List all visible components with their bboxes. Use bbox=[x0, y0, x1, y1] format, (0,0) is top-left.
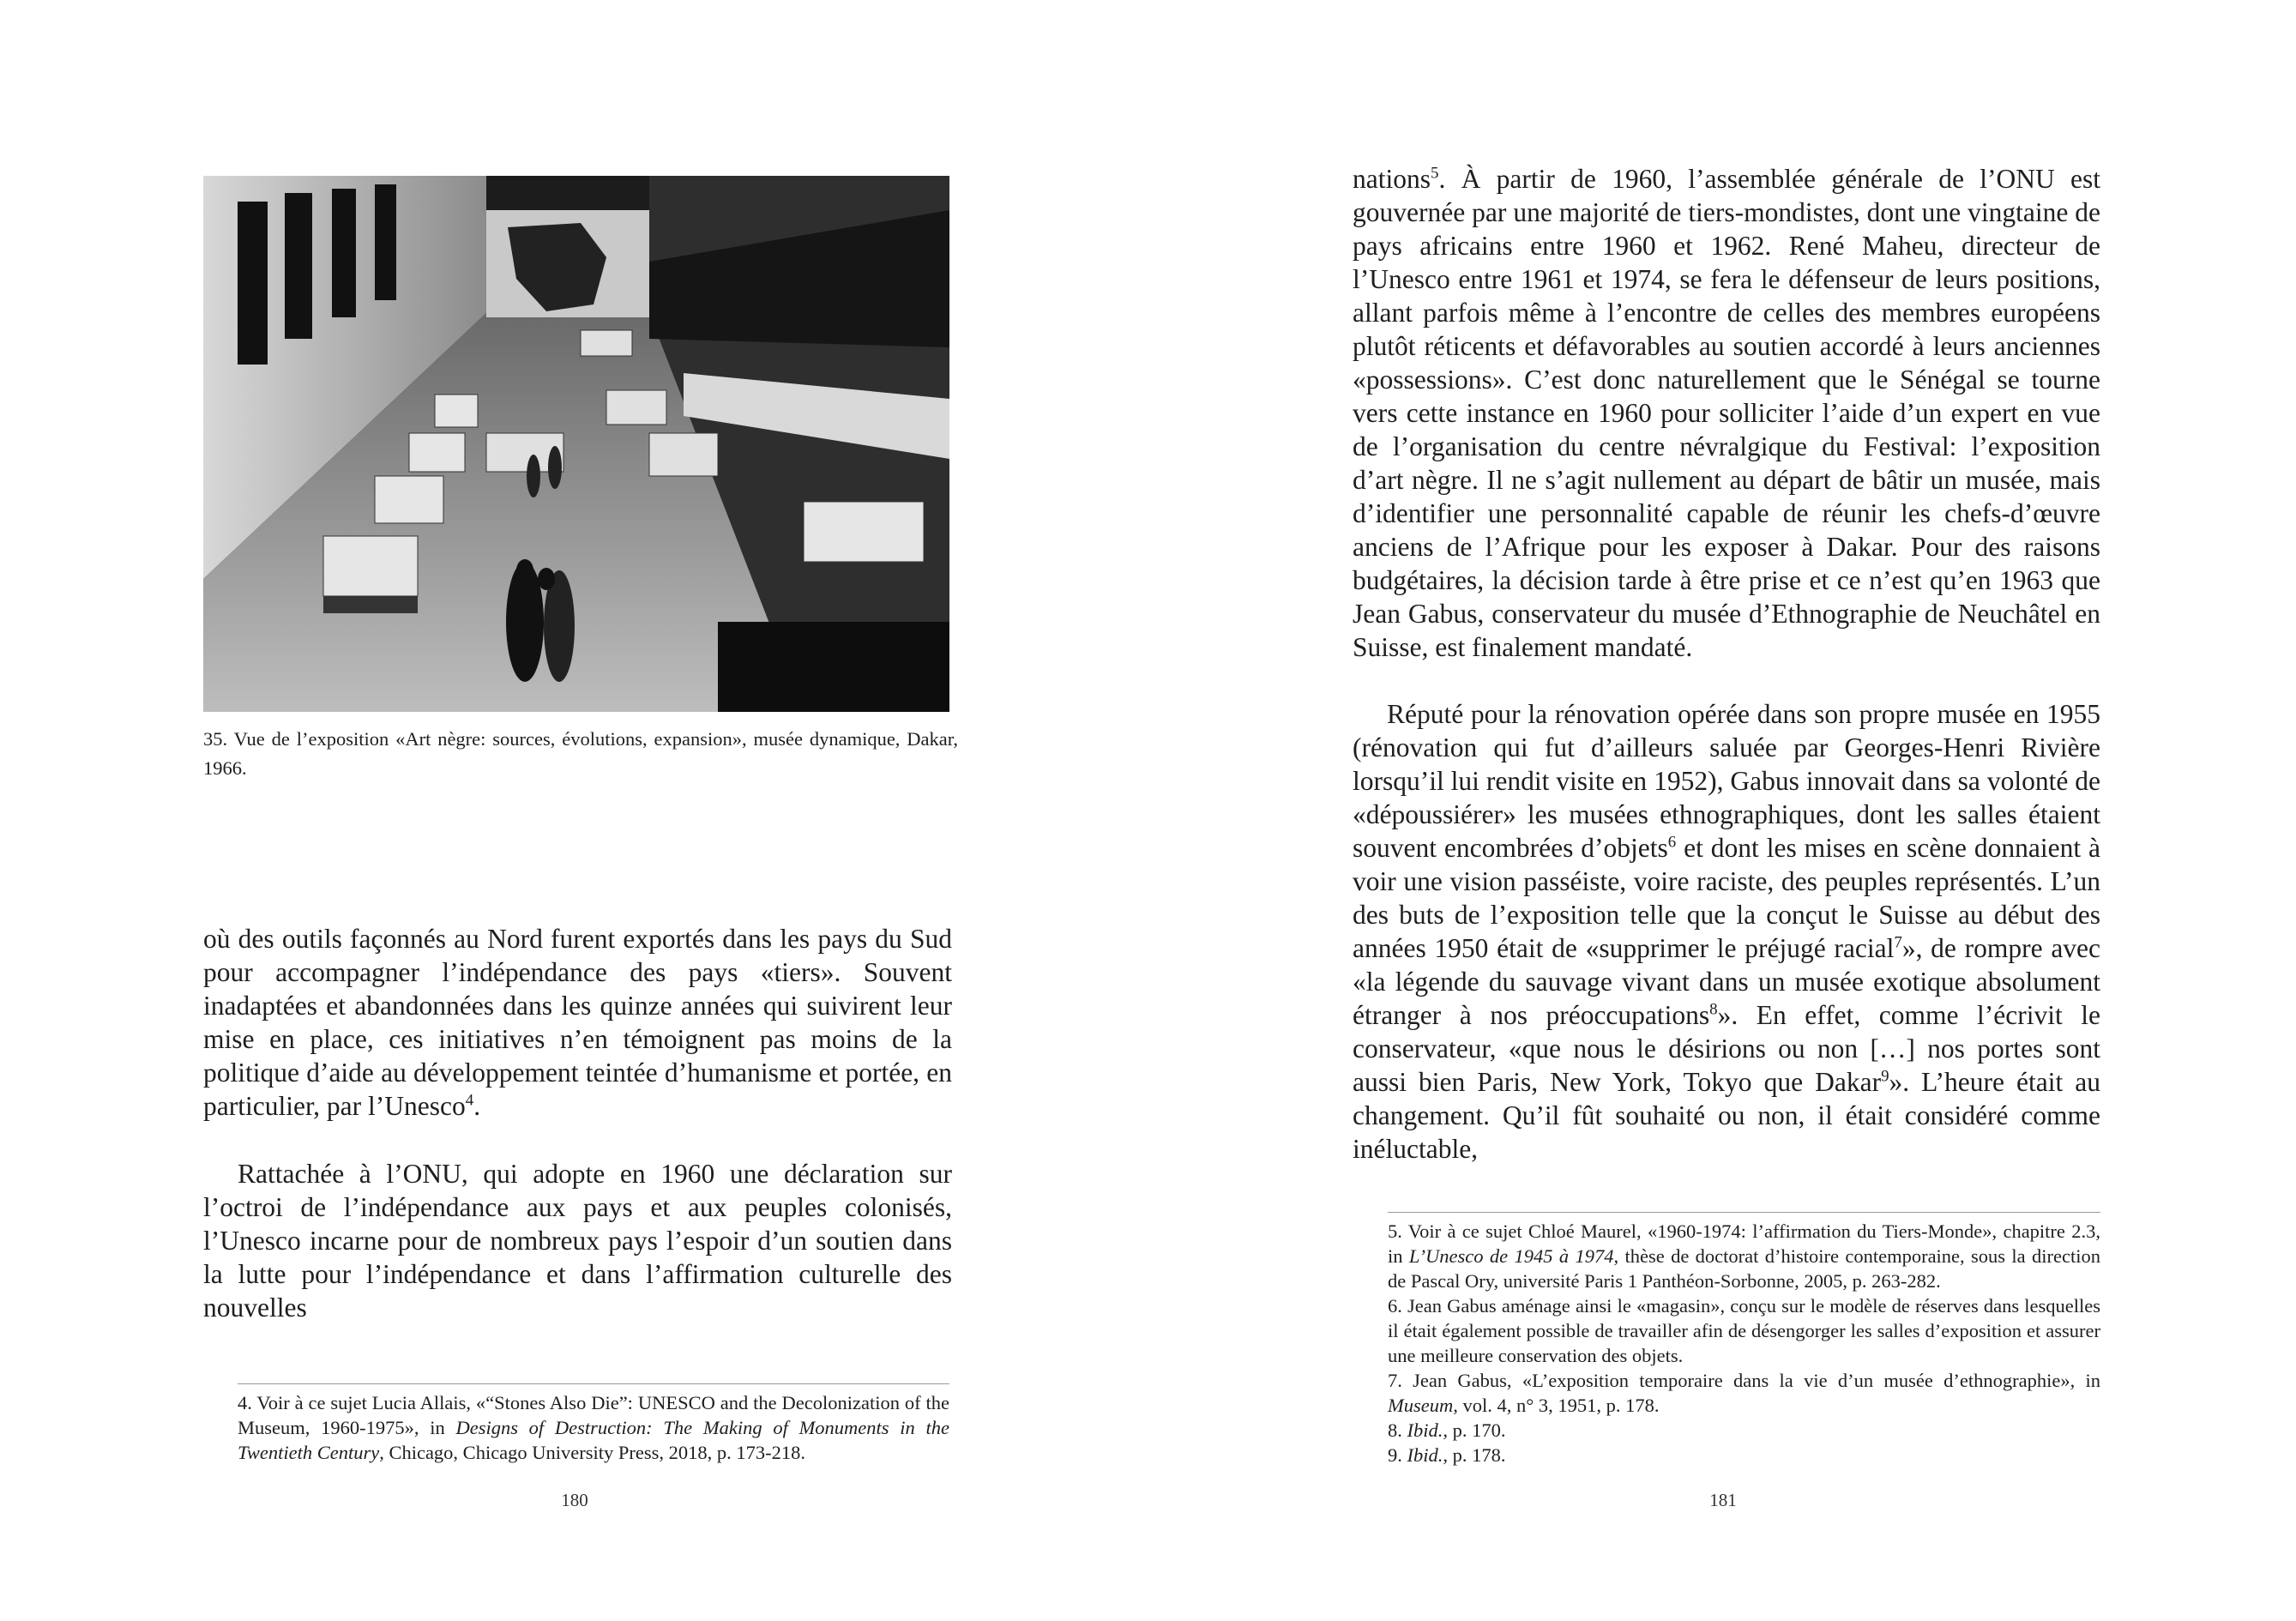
paragraph-text: où des outils façonnés au Nord furent exportés dans les pays du Sud pour accompagner l’indépendance des pays «tiers». Souvent inadaptées et abandonnées dans les quinze années qui suivirent leur mise en place, ces initiatives n’en témoignent pas moins de la politique d’aide au développement teintée d’humanisme et portée, en particulier, par l’Unesco bbox=[203, 924, 952, 1121]
body-paragraph-1 bbox=[1353, 162, 2100, 664]
paragraph-text-end: . bbox=[473, 1091, 481, 1121]
footnote-text: 5. Voir à ce sujet Chloé Maurel, «1960-1974: l’affirmation du Tiers-Monde», chapitre 2.3, in bbox=[1388, 1220, 2100, 1267]
footnote-text: 9. bbox=[1388, 1444, 1407, 1466]
footnote-text: 4. Voir à ce sujet Lucia Allais, «“Stones Also Die”: UNESCO and the Decolonization of the Museum, 1960-1975», in bbox=[238, 1392, 949, 1438]
footnote-title: Museum bbox=[1388, 1395, 1454, 1416]
paragraph-text: nations bbox=[1353, 164, 1431, 194]
footnotes bbox=[1388, 1219, 2100, 1467]
footnote-4 bbox=[238, 1390, 949, 1465]
footnote-8 bbox=[1388, 1418, 2100, 1443]
page-number: 180 bbox=[561, 1490, 588, 1510]
footnote-text-end: , vol. 4, n° 3, 1951, p. 178. bbox=[1453, 1395, 1660, 1416]
footnote-title: L’Unesco de 1945 à 1974 bbox=[1408, 1245, 1614, 1267]
paragraph-text: Réputé pour la rénovation opérée dans son propre musée en 1955 (rénovation qui fut d’ailleurs saluée par Georges-Henri Rivière lorsqu’il lui rendit visite en 1952), Gabus innovait dans sa volonté de «dépoussiérer» les musées ethnographiques, dont les salles étaient souvent encombrées d’objets bbox=[1353, 699, 2100, 863]
footnote-title: Designs of Destruction: The Making of Monuments in the Twentieth Century bbox=[238, 1417, 950, 1463]
paragraph-text-cont: . À partir de 1960, l’assemblée générale de l’ONU est gouvernée par une majorité de tiers-mondistes, dont une vingtaine de pays africains entre 1960 et 1962. René Maheu, directeur de l’Unesco entre 1961 et 1974, se fera le défenseur de leurs positions, allant parfois même à l’encontre de celles des membres européens plutôt réticents et défavorables au soutien accordé à leurs anciennes «possessions». C’est donc naturellement que le Sénégal se tourne vers cette instance en 1960 pour solliciter l’aide d’un expert en vue de l’organisation du centre névralgique du Festival: l’exposition d’art nègre. Il ne s’agit nullement au départ de bâtir un musée, mais d’identifier une personnalité capable de réunir les chefs-d’œuvre anciens de l’Afrique pour les exposer à Dakar. Pour des raisons budgétaires, la décision tarde à être prise et ce n’est qu’en 1963 que Jean Gabus, conservateur du musée d’Ethnographie de Neuchâtel en Suisse, est finalement mandaté. bbox=[1353, 164, 2100, 662]
footnote-text-end: , p. 170. bbox=[1443, 1419, 1506, 1441]
paragraph-text-end: ». L’heure était au changement. Qu’il fût souhaité ou non, il était considéré comme inéluctable, bbox=[1353, 1067, 2100, 1164]
body-paragraph-2: Rattachée à l’ONU, qui adopte en 1960 une déclaration sur l’octroi de l’indépendance aux pays et aux peuples colonisés, l’Unesco incarne pour de nombreux pays l’espoir d’un soutien dans la lutte pour l’indépendance et dans l’affirmation culturelle des nouvelles bbox=[203, 1159, 952, 1323]
figure-caption: 35. Vue de l’exposition «Art nègre: sources, évolutions, expansion», musée dynamique, Dakar, 1966. bbox=[203, 728, 958, 779]
footnote-5 bbox=[1388, 1219, 2100, 1293]
footnote-text-end: , Chicago, Chicago University Press, 2018, p. 173-218. bbox=[379, 1442, 806, 1463]
footnote-text-end: , p. 178. bbox=[1443, 1444, 1506, 1466]
footnote-ref-5[interactable]: 5 bbox=[1431, 164, 1439, 183]
footnote-6: 6. Jean Gabus aménage ainsi le «magasin», conçu sur le modèle de réserves dans lesquelles il était également possible de travailler afin de désengorger les salles d’exposition et assurer une meilleure conservation des objets. bbox=[1388, 1295, 2100, 1366]
body-paragraph-2 bbox=[1353, 697, 2100, 1166]
footnote-7 bbox=[1388, 1368, 2100, 1418]
footnote-ref-8[interactable]: 8 bbox=[1709, 1000, 1718, 1019]
footnote-text-end: , thèse de doctorat d’histoire contemporaine, sous la direction de Pascal Ory, université Paris 1 Panthéon-Sorbonne, 2005, p. 263-282. bbox=[1388, 1245, 2100, 1292]
paragraph-text-cont: », de rompre avec «la légende du sauvage vivant dans un musée exotique absolument étranger à nos préoccupations bbox=[1353, 933, 2101, 1030]
right-page bbox=[1148, 0, 2296, 1621]
exhibition-photo bbox=[203, 176, 949, 712]
footnote-text: 7. Jean Gabus, «L’exposition temporaire dans la vie d’un musée d’ethnographie», in bbox=[1388, 1370, 2100, 1391]
footnote-divider bbox=[238, 1383, 949, 1384]
body-paragraph-1 bbox=[203, 922, 952, 1123]
footnote-ref-6[interactable]: 6 bbox=[1667, 833, 1677, 852]
footnote-ref-7[interactable]: 7 bbox=[1894, 933, 1902, 952]
paragraph-text-cont: ». En effet, comme l’écrivit le conservateur, «que nous le désirions ou non […] nos portes sont aussi bien Paris, New York, Tokyo que Dakar bbox=[1353, 1000, 2101, 1097]
footnote-title: Ibid. bbox=[1407, 1444, 1443, 1466]
footnote-divider bbox=[1388, 1212, 2100, 1213]
footnote-text: 8. bbox=[1388, 1419, 1407, 1441]
footnote-9 bbox=[1388, 1443, 2100, 1467]
footnote-ref-9[interactable]: 9 bbox=[1881, 1067, 1889, 1086]
footnote-ref-4[interactable]: 4 bbox=[465, 1091, 474, 1110]
paragraph-text-cont: et dont les mises en scène donnaient à voir une vision passéiste, voire raciste, des peuples représentés. L’un des buts de l’exposition telle que la conçut le Suisse au début des années 1950 était de «supprimer le préjugé racial bbox=[1353, 833, 2101, 963]
footnote-title: Ibid. bbox=[1407, 1419, 1443, 1441]
page-number: 181 bbox=[1709, 1490, 1737, 1510]
exhibition-photo-drawing bbox=[203, 176, 949, 712]
